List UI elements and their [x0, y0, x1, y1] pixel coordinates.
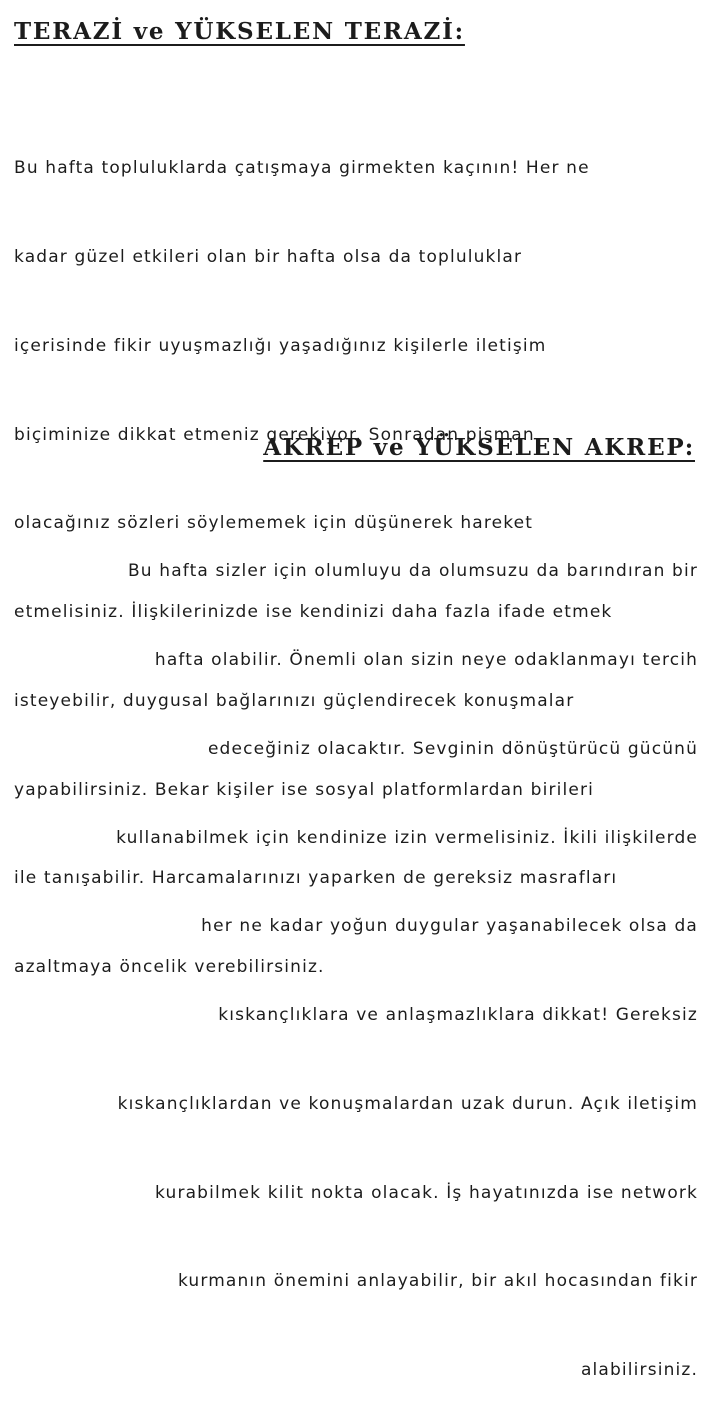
text-line: edeceğiniz olacaktır. Sevginin dönüştürücü gücünü	[207, 738, 698, 759]
text-line: kurmanın önemini anlayabilir, bir akıl hocasından fikir	[177, 1271, 698, 1292]
text-line: hafta olabilir. Önemli olan sizin neye odaklanmayı tercih	[154, 649, 698, 670]
text-line: Bu hafta topluluklarda çatışmaya girmekten kaçının! Her ne	[14, 158, 590, 179]
text-line: olacağınız sözleri söylememek için düşünerek hareket	[14, 513, 534, 534]
text-line: etmelisiniz. İlişkilerinizde ise kendinizi daha fazla ifade etmek	[14, 602, 613, 623]
text-line: ile tanışabilir. Harcamalarınızı yaparken de gereksiz masrafları	[14, 868, 618, 889]
text-line: isteyebilir, duygusal bağlarınızı güçlendirecek konuşmalar	[14, 690, 575, 711]
text-line: içerisinde fikir uyuşmazlığı yaşadığınız kişilerle iletişim	[14, 335, 547, 356]
text-line: her ne kadar yoğun duygular yaşanabilecek olsa da	[201, 916, 698, 937]
text-line: kıskançlıklardan ve konuşmalardan uzak durun. Açık iletişim	[117, 1093, 698, 1114]
section-heading-terazi: TERAZİ ve YÜKSELEN TERAZİ:	[14, 18, 465, 45]
text-line: kıskançlıklara ve anlaşmazlıklara dikkat! Gereksiz	[218, 1005, 698, 1026]
section-heading-akrep: AKREP ve YÜKSELEN AKREP:	[263, 434, 695, 461]
text-line: kullanabilmek için kendinize izin vermelisiniz. İkili ilişkilerde	[116, 827, 698, 848]
text-line: Bu hafta sizler için olumluyu da olumsuzu da barındıran bir	[127, 561, 698, 582]
text-line: alabilirsiniz.	[580, 1360, 698, 1381]
text-line: kadar güzel etkileri olan bir hafta olsa da topluluklar	[14, 246, 523, 267]
text-line: kurabilmek kilit nokta olacak. İş hayatınızda ise network	[155, 1182, 698, 1203]
section-body-akrep	[116, 498, 698, 1415]
text-line: azaltmaya öncelik verebilirsiniz.	[14, 957, 325, 978]
text-line: biçiminize dikkat etmeniz gerekiyor. Sonradan pişman	[14, 424, 535, 445]
text-line: yapabilirsiniz. Bekar kişiler ise sosyal platformlardan birileri	[14, 779, 594, 800]
